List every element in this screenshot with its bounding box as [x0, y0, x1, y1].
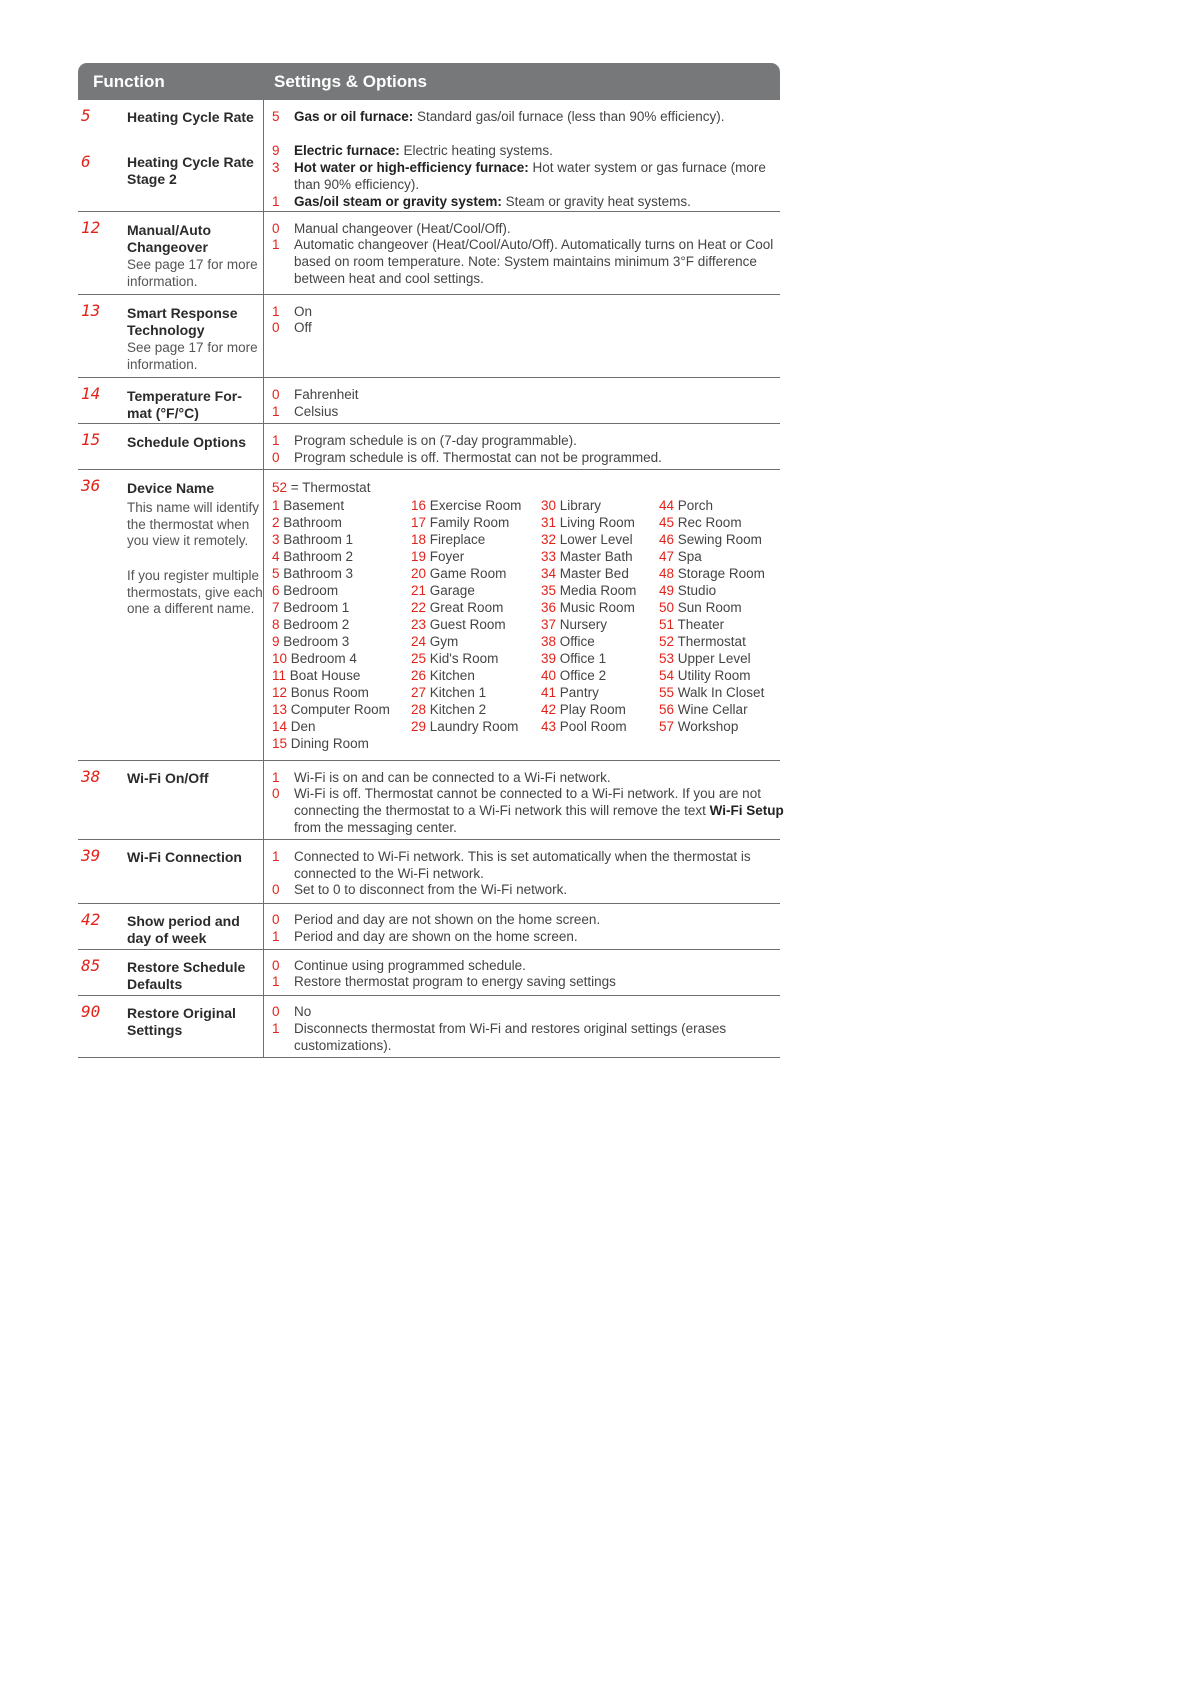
option-value: 1	[272, 194, 280, 209]
device-name-label: Pantry	[559, 685, 599, 700]
device-name-code: 25	[411, 651, 427, 666]
function-name: Restore Original Settings	[127, 1005, 236, 1038]
device-name-code: 35	[541, 583, 557, 598]
device-name-code: 54	[659, 668, 675, 683]
option-label: Gas or oil furnace:	[294, 109, 414, 124]
device-name-label: Studio	[677, 583, 717, 598]
option-text: Wi-Fi is off. Thermostat cannot be connected to a Wi-Fi network. If you are not connecting the thermostat to a Wi-Fi network this will remove the text	[294, 786, 761, 818]
device-name-code: 15	[272, 736, 288, 751]
option-value: 9	[272, 143, 280, 158]
device-name-item	[541, 667, 636, 684]
device-name-item	[272, 735, 390, 752]
option-value: 1	[272, 770, 280, 785]
device-name-item	[659, 565, 765, 582]
device-name-label: Bathroom 1	[283, 532, 354, 547]
option-text: On	[294, 304, 313, 319]
option-text: Restore thermostat program to energy saving settings	[294, 974, 616, 989]
function-name: Wi-Fi On/Off	[127, 770, 209, 786]
device-name-item	[272, 667, 390, 684]
device-name-code: 2	[272, 515, 280, 530]
device-name-item	[272, 565, 390, 582]
device-name-code: 18	[411, 532, 427, 547]
option-text: from the messaging center.	[294, 820, 457, 835]
device-name-label: Master Bed	[559, 566, 629, 581]
device-name-item	[411, 548, 521, 565]
device-name-item	[411, 582, 521, 599]
option-value: 1	[272, 433, 280, 448]
device-name-label: Rec Room	[677, 515, 742, 530]
device-name-label: Spa	[677, 549, 702, 564]
function-name: Schedule Options	[127, 434, 247, 450]
device-name-label: Office 1	[559, 651, 607, 666]
device-name-label: Sewing Room	[677, 532, 762, 547]
device-name-code: 37	[541, 617, 557, 632]
function-note: If you register multiple thermostats, give each one a different name.	[127, 568, 263, 616]
function-name: Heating Cycle Rate	[127, 109, 254, 125]
device-name-code: 12	[272, 685, 288, 700]
device-name-label: Bonus Room	[290, 685, 369, 700]
option-text: Continue using programmed schedule.	[294, 958, 526, 973]
device-name-label: Basement	[283, 498, 345, 513]
device-name-item	[411, 667, 521, 684]
header-settings: Settings & Options	[274, 72, 427, 91]
device-name-item	[411, 497, 521, 514]
device-name-item	[272, 633, 390, 650]
function-name: Manual/Auto Changeover	[127, 222, 211, 255]
option-value: 1	[272, 304, 280, 319]
function-name: Temperature For-mat (°F/°C)	[127, 388, 242, 421]
row-schedule-options	[78, 424, 780, 470]
function-name: Wi-Fi Connection	[127, 849, 242, 865]
device-name-label: Living Room	[559, 515, 635, 530]
option-value: 0	[272, 786, 280, 801]
device-name-label: Sun Room	[677, 600, 742, 615]
device-name-label: Library	[559, 498, 602, 513]
device-name-label: Nursery	[559, 617, 608, 632]
device-name-code: 51	[659, 617, 675, 632]
option-value: 52	[272, 480, 288, 495]
option-value: 0	[272, 958, 280, 973]
device-name-item	[411, 684, 521, 701]
device-name-item	[272, 531, 390, 548]
device-name-code: 53	[659, 651, 675, 666]
device-name-code: 5	[272, 566, 280, 581]
device-name-code: 36	[541, 600, 557, 615]
device-name-label: Thermostat	[677, 634, 746, 649]
table-header	[78, 63, 780, 100]
device-name-code: 10	[272, 651, 288, 666]
function-number: 14	[81, 384, 101, 403]
default-device-name	[272, 479, 370, 496]
device-name-code: 56	[659, 702, 675, 717]
device-name-code: 14	[272, 719, 288, 734]
device-name-item	[541, 633, 636, 650]
device-name-label: Walk In Closet	[677, 685, 765, 700]
device-name-label: Master Bath	[559, 549, 633, 564]
row-device-name	[78, 470, 780, 761]
device-name-code: 30	[541, 498, 557, 513]
option-text: Fahrenheit	[294, 387, 359, 402]
device-name-label: Exercise Room	[429, 498, 522, 513]
device-name-label: Gym	[429, 634, 459, 649]
device-name-label: Bedroom	[283, 583, 339, 598]
device-name-label: Guest Room	[429, 617, 506, 632]
option-text: Wi-Fi is on and can be connected to a Wi-Fi network.	[294, 770, 611, 785]
device-name-label: Bathroom 3	[283, 566, 354, 581]
device-name-label: Kitchen	[429, 668, 475, 683]
device-name-label: Dining Room	[290, 736, 369, 751]
device-name-code: 3	[272, 532, 280, 547]
device-name-label: Music Room	[559, 600, 635, 615]
device-name-item	[541, 514, 636, 531]
option-label: Electric furnace:	[294, 143, 400, 158]
device-name-item	[541, 599, 636, 616]
device-name-item	[541, 718, 636, 735]
device-name-label: Game Room	[429, 566, 507, 581]
function-number: 36	[81, 476, 101, 495]
function-name: Restore Schedule Defaults	[127, 959, 246, 992]
device-name-code: 19	[411, 549, 427, 564]
function-number: 38	[81, 767, 101, 786]
device-name-item	[411, 633, 521, 650]
option-text: Program schedule is on (7-day programmable).	[294, 433, 577, 448]
device-name-code: 16	[411, 498, 427, 513]
device-name-label: Bedroom 4	[290, 651, 357, 666]
device-name-code: 17	[411, 515, 427, 530]
device-name-code: 40	[541, 668, 557, 683]
device-name-code: 32	[541, 532, 557, 547]
device-name-label: Kitchen 1	[429, 685, 487, 700]
option-value: 3	[272, 160, 280, 175]
wifi-setup-label: Wi-Fi Setup	[709, 803, 784, 818]
device-name-item	[659, 548, 765, 565]
option-value: 1	[272, 849, 280, 864]
device-name-column-4	[659, 497, 765, 735]
device-name-code: 28	[411, 702, 427, 717]
device-name-label: Media Room	[559, 583, 637, 598]
device-name-label: Den	[290, 719, 316, 734]
device-name-code: 48	[659, 566, 675, 581]
option-text: Set to 0 to disconnect from the Wi-Fi network.	[294, 882, 568, 897]
device-name-label: Office	[559, 634, 595, 649]
function-number: 5	[81, 106, 91, 125]
option-value: 1	[272, 1021, 280, 1036]
device-name-code: 20	[411, 566, 427, 581]
device-name-item	[272, 514, 390, 531]
device-name-column-1	[272, 497, 390, 752]
device-name-item	[411, 718, 521, 735]
device-name-label: Bedroom 2	[283, 617, 350, 632]
device-name-item	[541, 650, 636, 667]
device-name-item	[272, 497, 390, 514]
option-text: Period and day are shown on the home screen.	[294, 929, 578, 944]
row-wifi-connection	[78, 840, 780, 904]
device-name-label: Fireplace	[429, 532, 486, 547]
device-name-code: 34	[541, 566, 557, 581]
option-value: 0	[272, 221, 280, 236]
device-name-code: 42	[541, 702, 557, 717]
function-number: 12	[81, 218, 101, 237]
device-name-label: Bedroom 3	[283, 634, 350, 649]
device-name-item	[541, 701, 636, 718]
device-name-code: 47	[659, 549, 675, 564]
option-text: No	[294, 1004, 312, 1019]
device-name-item	[541, 531, 636, 548]
device-name-code: 55	[659, 685, 675, 700]
device-name-item	[541, 548, 636, 565]
option-text: Connected to Wi-Fi network. This is set automatically when the thermostat is connected to the Wi-Fi network.	[294, 849, 751, 881]
option-text: Off	[294, 320, 312, 335]
option-text: = Thermostat	[287, 480, 371, 495]
device-name-item	[272, 701, 390, 718]
device-name-item	[541, 684, 636, 701]
device-name-label: Office 2	[559, 668, 607, 683]
device-name-code: 6	[272, 583, 280, 598]
device-name-code: 26	[411, 668, 427, 683]
function-note: This name will identify the thermostat when you view it remotely.	[127, 500, 260, 548]
device-name-label: Foyer	[429, 549, 465, 564]
function-number: 42	[81, 910, 101, 929]
option-value: 1	[272, 974, 280, 989]
device-name-code: 8	[272, 617, 280, 632]
row-temperature-format	[78, 378, 780, 424]
device-name-label: Kid's Room	[429, 651, 499, 666]
device-name-code: 33	[541, 549, 557, 564]
device-name-label: Bathroom 2	[283, 549, 354, 564]
option-text: Automatic changeover (Heat/Cool/Auto/Off). Automatically turns on Heat or Cool based on room temperature. Note: System maintains minimum 3°F difference between heat and cool settings.	[294, 237, 774, 286]
header-function: Function	[93, 72, 165, 91]
function-name: Heating Cycle Rate Stage 2	[127, 154, 254, 187]
device-name-code: 52	[659, 634, 675, 649]
device-name-code: 45	[659, 515, 675, 530]
device-name-label: Play Room	[559, 702, 626, 717]
device-name-code: 7	[272, 600, 280, 615]
option-value: 0	[272, 320, 280, 335]
row-smart-response	[78, 295, 780, 378]
device-name-code: 57	[659, 719, 675, 734]
device-name-code: 50	[659, 600, 675, 615]
device-name-label: Family Room	[429, 515, 510, 530]
function-number: 39	[81, 846, 101, 865]
device-name-label: Workshop	[677, 719, 739, 734]
row-restore-schedule	[78, 950, 780, 996]
device-name-item	[272, 718, 390, 735]
option-text: Period and day are not shown on the home screen.	[294, 912, 601, 927]
device-name-label: Lower Level	[559, 532, 633, 547]
row-restore-original	[78, 996, 780, 1058]
device-name-item	[659, 667, 765, 684]
function-note: See page 17 for more information.	[127, 340, 258, 372]
device-name-item	[272, 684, 390, 701]
device-name-item	[541, 582, 636, 599]
device-name-code: 49	[659, 583, 675, 598]
row-wifi-on-off	[78, 761, 784, 840]
option-value: 5	[272, 109, 280, 124]
device-name-label: Upper Level	[677, 651, 751, 666]
option-text: Disconnects thermostat from Wi-Fi and restores original settings (erases customizations).	[294, 1021, 727, 1053]
device-name-label: Utility Room	[677, 668, 751, 683]
device-name-code: 1	[272, 498, 280, 513]
device-name-label: Great Room	[429, 600, 504, 615]
device-name-item	[411, 514, 521, 531]
device-name-column-3	[541, 497, 636, 735]
device-name-code: 44	[659, 498, 675, 513]
device-name-label: Bathroom	[283, 515, 342, 530]
function-number: 6	[81, 152, 91, 171]
device-name-item	[541, 565, 636, 582]
device-name-code: 27	[411, 685, 427, 700]
device-name-item	[411, 565, 521, 582]
device-name-item	[272, 650, 390, 667]
device-name-item	[411, 650, 521, 667]
function-name: Smart Response Technology	[127, 305, 238, 338]
row-changeover	[78, 212, 780, 295]
option-text: Hot water system or gas furnace (more than 90% efficiency).	[294, 160, 766, 192]
device-name-item	[272, 616, 390, 633]
device-name-code: 41	[541, 685, 557, 700]
device-name-code: 39	[541, 651, 557, 666]
device-name-item	[659, 582, 765, 599]
option-text: Electric heating systems.	[399, 143, 553, 158]
option-text: Program schedule is off. Thermostat can not be programmed.	[294, 450, 662, 465]
device-name-item	[272, 599, 390, 616]
device-name-label: Boat House	[289, 668, 361, 683]
device-name-item	[659, 633, 765, 650]
device-name-item	[272, 582, 390, 599]
option-text: Standard gas/oil furnace (less than 90% efficiency).	[413, 109, 725, 124]
device-name-item	[411, 599, 521, 616]
option-value: 0	[272, 387, 280, 402]
function-note: See page 17 for more information.	[127, 257, 258, 289]
device-name-code: 23	[411, 617, 427, 632]
device-name-code: 38	[541, 634, 557, 649]
device-name-label: Computer Room	[290, 702, 390, 717]
device-name-label: Garage	[429, 583, 475, 598]
device-name-code: 13	[272, 702, 288, 717]
device-name-item	[659, 718, 765, 735]
device-name-code: 29	[411, 719, 427, 734]
option-value: 0	[272, 450, 280, 465]
device-name-label: Storage Room	[677, 566, 765, 581]
option-text: Celsius	[294, 404, 339, 419]
function-number: 85	[81, 956, 101, 975]
device-name-item	[659, 599, 765, 616]
device-name-code: 22	[411, 600, 427, 615]
settings-table	[78, 63, 784, 1058]
device-name-item	[411, 701, 521, 718]
function-name: Device Name	[127, 480, 215, 496]
row-show-period	[78, 904, 780, 950]
device-name-item	[659, 701, 765, 718]
function-number: 15	[81, 430, 101, 449]
device-name-label: Porch	[677, 498, 714, 513]
device-name-label: Kitchen 2	[429, 702, 487, 717]
device-name-code: 31	[541, 515, 557, 530]
device-name-code: 43	[541, 719, 557, 734]
function-number: 90	[81, 1002, 101, 1021]
function-name: Show period and day of week	[127, 913, 240, 946]
device-name-item	[541, 616, 636, 633]
device-name-label: Wine Cellar	[677, 702, 748, 717]
device-name-item	[659, 531, 765, 548]
option-text: Manual changeover (Heat/Cool/Off).	[294, 221, 511, 236]
device-name-item	[659, 514, 765, 531]
device-name-item	[659, 616, 765, 633]
device-name-item	[411, 531, 521, 548]
device-name-code: 4	[272, 549, 280, 564]
device-name-label: Bedroom 1	[283, 600, 350, 615]
device-name-label: Pool Room	[559, 719, 627, 734]
device-name-item	[659, 497, 765, 514]
device-name-code: 46	[659, 532, 675, 547]
function-number: 13	[81, 301, 101, 320]
option-value: 0	[272, 882, 280, 897]
device-name-code: 21	[411, 583, 427, 598]
option-text: Steam or gravity heat systems.	[501, 194, 691, 209]
option-value: 1	[272, 237, 280, 252]
device-name-item	[411, 616, 521, 633]
device-name-label: Theater	[677, 617, 725, 632]
option-value: 0	[272, 912, 280, 927]
device-name-code: 9	[272, 634, 280, 649]
option-value: 1	[272, 404, 280, 419]
device-name-code: 24	[411, 634, 427, 649]
option-value: 0	[272, 1004, 280, 1019]
option-label: Hot water or high-efficiency furnace:	[294, 160, 529, 175]
device-name-item	[659, 684, 765, 701]
device-name-item	[541, 497, 636, 514]
device-name-item	[272, 548, 390, 565]
device-name-column-2	[411, 497, 521, 735]
device-name-item	[659, 650, 765, 667]
option-label: Gas/oil steam or gravity system:	[294, 194, 502, 209]
device-name-code: 11	[272, 668, 287, 683]
row-heating-cycle	[78, 100, 780, 212]
option-value: 1	[272, 929, 280, 944]
option-row	[272, 108, 777, 142]
device-name-label: Laundry Room	[429, 719, 519, 734]
